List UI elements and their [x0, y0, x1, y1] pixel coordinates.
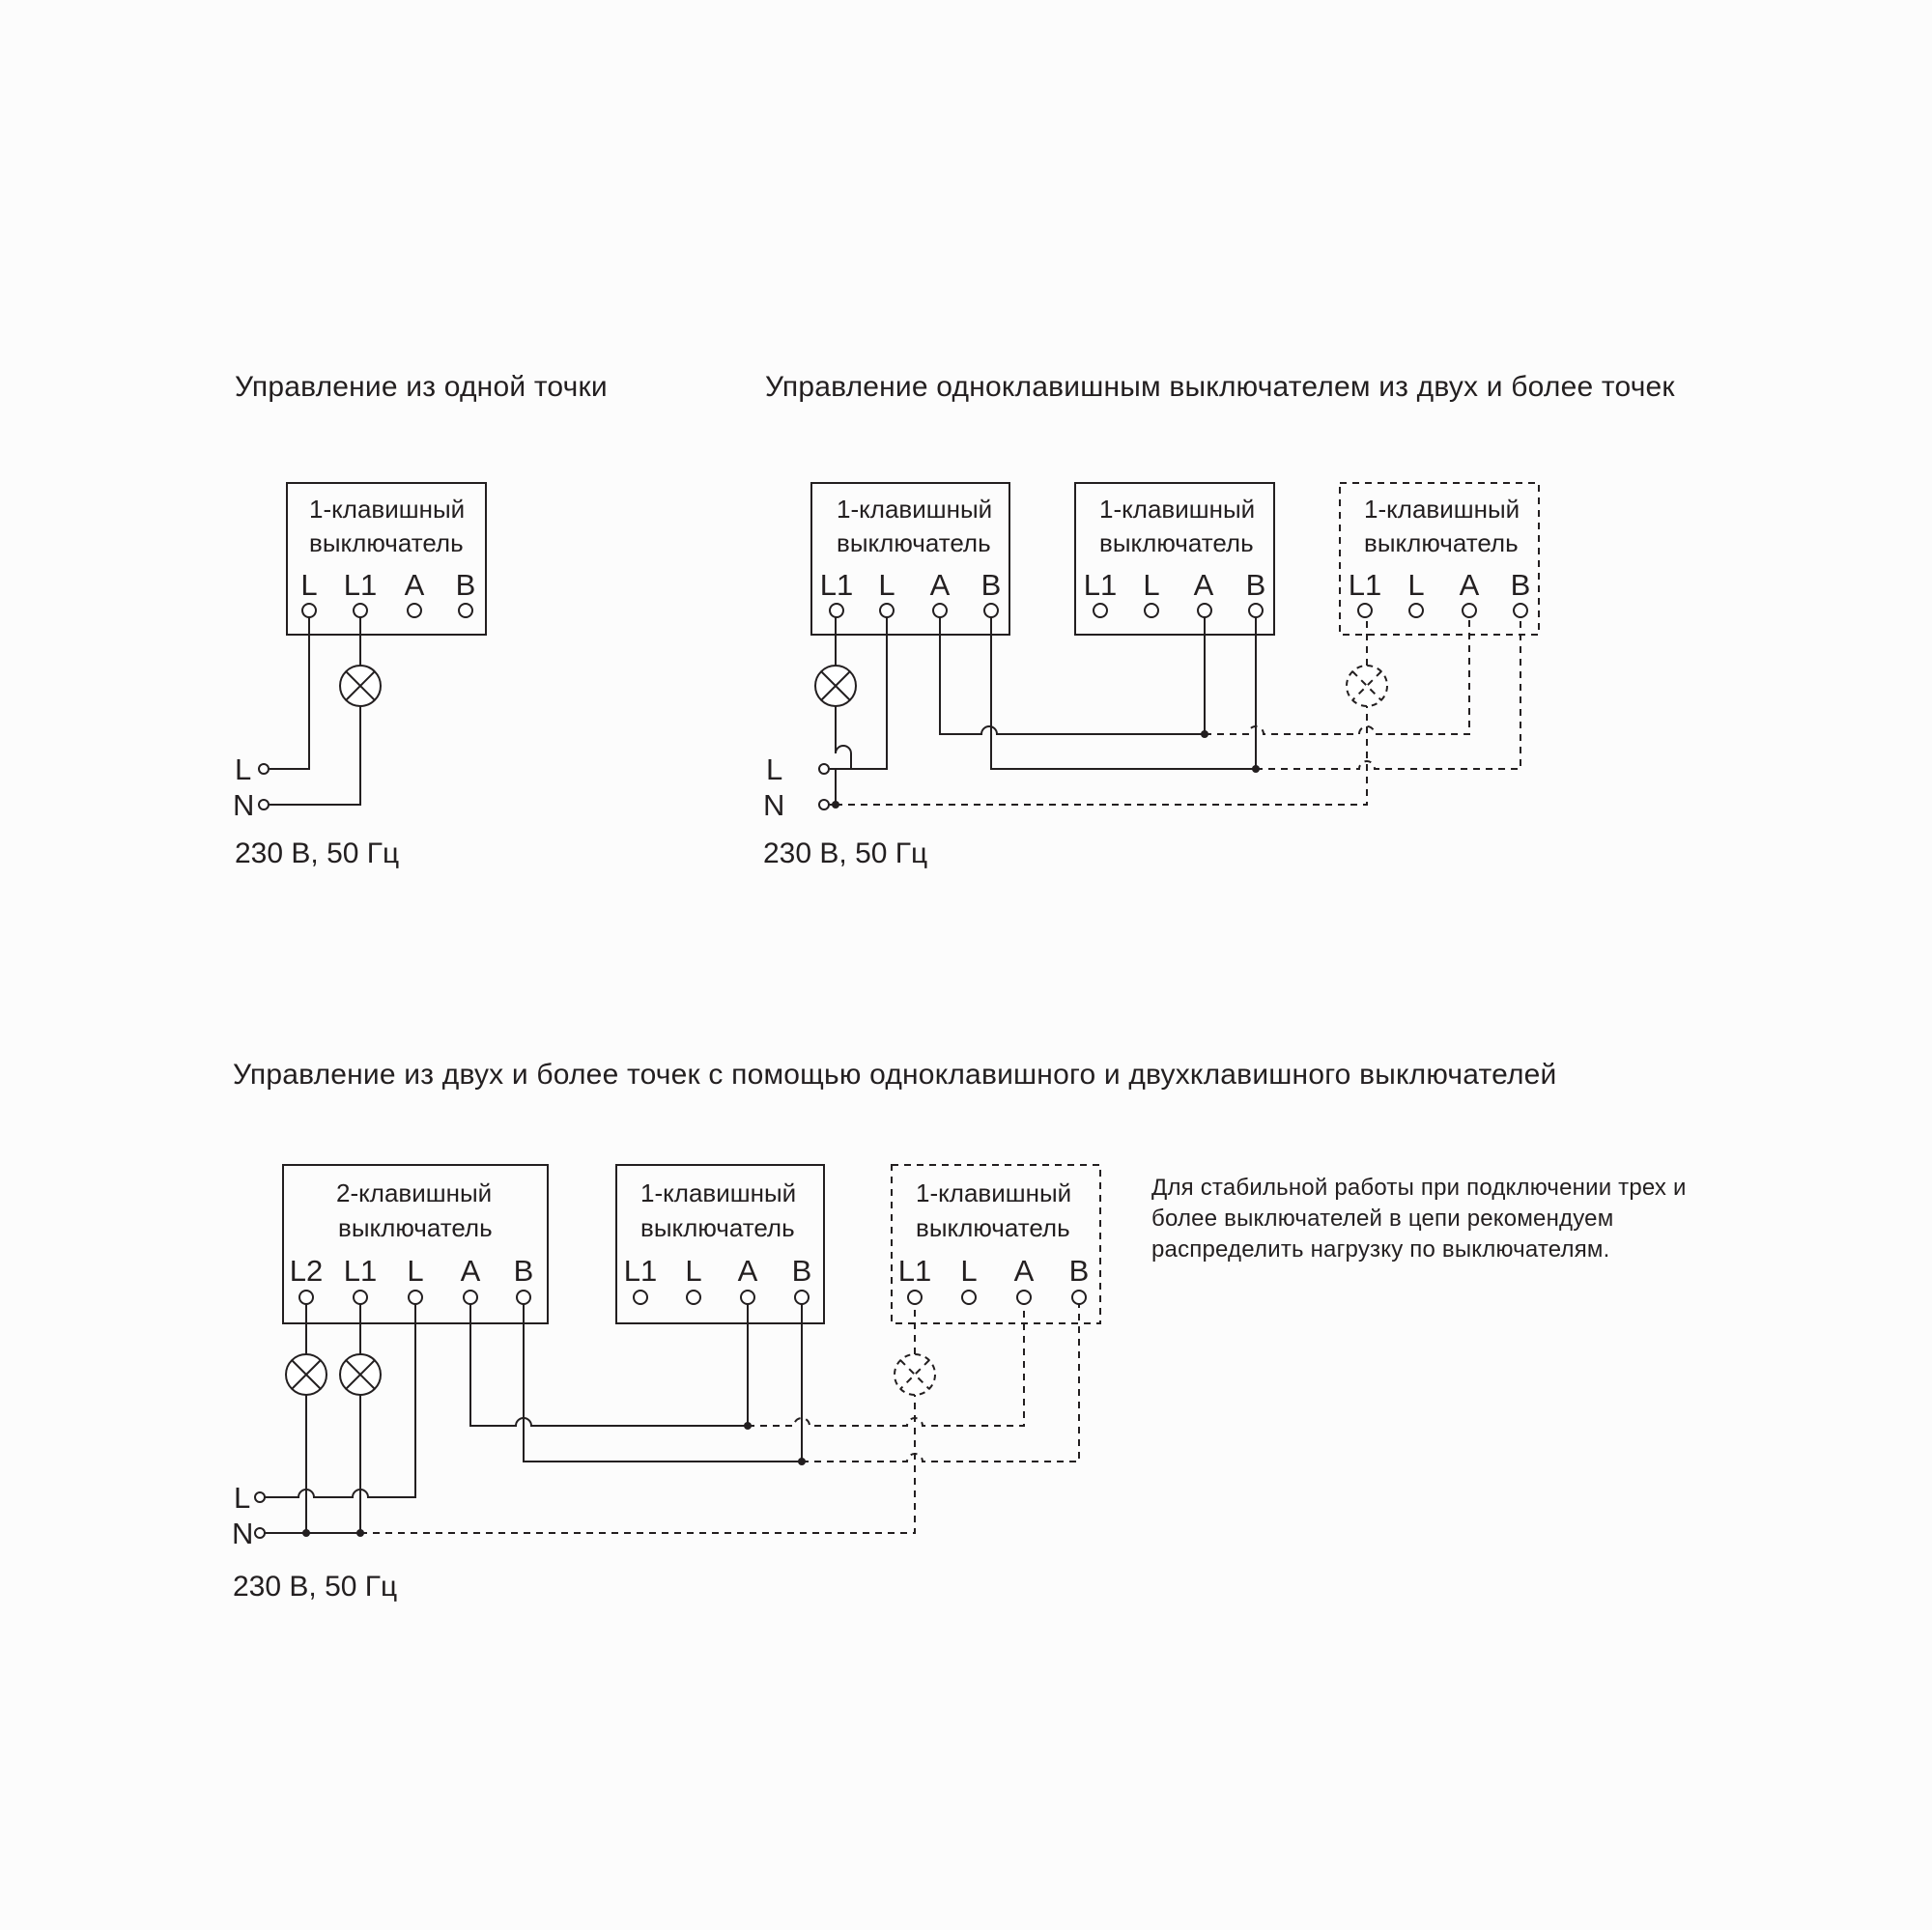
junction-dot: [356, 1529, 364, 1537]
terminal-label: B: [791, 1254, 812, 1288]
switch-name-label: выключатель: [338, 1213, 493, 1242]
supply-l-label: L: [234, 1481, 251, 1515]
terminal-icon: [984, 604, 998, 617]
terminal-label: L1: [343, 568, 378, 602]
terminal-label: L: [960, 1254, 978, 1288]
optional-wire-n: [836, 617, 1367, 805]
terminal-icon: [1198, 604, 1211, 617]
switch-name-label: выключатель: [916, 1213, 1070, 1242]
diagram2-title: Управление одноклавишным выключателем из двух и более точек: [765, 371, 1675, 403]
wire-lamp: [830, 617, 851, 805]
supply-terminal-icon: [819, 800, 829, 809]
junction-dot: [744, 1422, 752, 1430]
terminal-icon: [1017, 1291, 1031, 1304]
junction-dot: [302, 1529, 310, 1537]
diagram1-voltage: 230 В, 50 Гц: [235, 837, 400, 869]
terminal-label: B: [455, 568, 476, 602]
terminal-label: A: [404, 568, 425, 602]
terminal-icon: [830, 604, 843, 617]
terminal-icon: [933, 604, 947, 617]
wire-lamp: [270, 617, 360, 805]
terminal-label: L1: [1083, 568, 1118, 602]
terminal-label: L1: [343, 1254, 378, 1288]
terminal-label: L1: [819, 568, 854, 602]
supply-n-label: N: [763, 788, 785, 822]
switch-name-label: выключатель: [1099, 528, 1254, 557]
terminal-label: A: [737, 1254, 758, 1288]
optional-wire-n: [360, 1304, 915, 1533]
terminal-label: A: [1459, 568, 1480, 602]
terminal-label: B: [980, 568, 1002, 602]
switch-type-label: 1-клавишный: [916, 1178, 1072, 1207]
switch-name-label: выключатель: [640, 1213, 795, 1242]
supply-l-label: L: [766, 752, 783, 786]
junction-dot: [1201, 730, 1208, 738]
lamp-icon: [340, 1354, 381, 1395]
terminal-icon: [741, 1291, 754, 1304]
terminal-label: A: [460, 1254, 481, 1288]
diagram2: [763, 483, 1539, 822]
terminal-icon: [517, 1291, 530, 1304]
switch-type-label: 1-клавишный: [309, 495, 466, 524]
supply-terminal-icon: [819, 764, 829, 774]
terminal-icon: [687, 1291, 700, 1304]
switch-name-label: выключатель: [837, 528, 991, 557]
terminal-label: A: [1013, 1254, 1035, 1288]
terminal-icon: [908, 1291, 922, 1304]
terminal-label: L1: [897, 1254, 932, 1288]
diagram3-title: Управление из двух и более точек с помощью одноклавишного и двухклавишного выключателей: [233, 1059, 1557, 1091]
switch-type-label: 1-клавишный: [1099, 495, 1256, 524]
lamp-icon: [286, 1354, 327, 1395]
diagram2-voltage: 230 В, 50 Гц: [763, 837, 928, 869]
terminal-label: B: [513, 1254, 534, 1288]
junction-dot: [798, 1458, 806, 1465]
switch-type-label: 1-клавишный: [837, 495, 993, 524]
supply-terminal-icon: [259, 800, 269, 809]
terminal-icon: [1409, 604, 1423, 617]
optional-wire-b: [802, 1304, 1079, 1462]
terminal-icon: [464, 1291, 477, 1304]
wire-b: [991, 617, 1256, 769]
terminal-label: B: [1068, 1254, 1090, 1288]
terminal-label: L2: [289, 1254, 324, 1288]
terminal-icon: [1463, 604, 1476, 617]
terminal-icon: [299, 1291, 313, 1304]
wire-l: [270, 617, 309, 769]
terminal-label: L: [685, 1254, 702, 1288]
switch-type-label: 2-клавишный: [336, 1178, 493, 1207]
diagram3-voltage: 230 В, 50 Гц: [233, 1571, 398, 1603]
wire-b: [524, 1304, 802, 1462]
terminal-label: L: [878, 568, 895, 602]
terminal-icon: [302, 604, 316, 617]
lamp-icon: [340, 666, 381, 706]
supply-n-label: N: [232, 1517, 254, 1550]
terminal-icon: [1514, 604, 1527, 617]
wire-a: [470, 1304, 748, 1426]
switch-type-label: 1-клавишный: [1364, 495, 1520, 524]
terminal-icon: [880, 604, 894, 617]
optional-lamp-icon: [895, 1354, 935, 1395]
terminal-icon: [1145, 604, 1158, 617]
switch-name-label: выключатель: [1364, 528, 1519, 557]
wire-l: [265, 1304, 415, 1497]
terminal-icon: [795, 1291, 809, 1304]
diagram1-title: Управление из одной точки: [235, 371, 608, 403]
lamp-icon: [815, 666, 856, 706]
optional-lamp-icon: [1347, 666, 1387, 706]
switch-type-label: 1-клавишный: [640, 1178, 797, 1207]
terminal-label: L: [407, 1254, 424, 1288]
diagram1: [233, 483, 486, 822]
terminal-label: L1: [1348, 568, 1382, 602]
diagram3: [232, 1165, 1100, 1550]
supply-l-label: L: [235, 752, 252, 786]
terminal-icon: [1249, 604, 1263, 617]
terminal-label: B: [1510, 568, 1531, 602]
supply-terminal-icon: [259, 764, 269, 774]
switch-name-label: выключатель: [309, 528, 464, 557]
terminal-icon: [1072, 1291, 1086, 1304]
terminal-label: L: [300, 568, 318, 602]
terminal-label: L1: [623, 1254, 658, 1288]
note-line-3: распределить нагрузку по выключателям.: [1151, 1236, 1610, 1263]
supply-terminal-icon: [255, 1492, 265, 1502]
terminal-icon: [634, 1291, 647, 1304]
note-line-2: более выключателей в цепи рекомендуем: [1151, 1206, 1614, 1232]
terminal-label: A: [1193, 568, 1214, 602]
optional-wire-a: [748, 1304, 1024, 1426]
supply-terminal-icon: [255, 1528, 265, 1538]
terminal-icon: [409, 1291, 422, 1304]
terminal-icon: [1358, 604, 1372, 617]
terminal-icon: [962, 1291, 976, 1304]
junction-dot: [1252, 765, 1260, 773]
supply-n-label: N: [233, 788, 255, 822]
terminal-icon: [459, 604, 472, 617]
note-line-1: Для стабильной работы при подключении трех и: [1151, 1175, 1687, 1201]
optional-wire-b: [1256, 617, 1520, 769]
terminal-label: L: [1143, 568, 1160, 602]
terminal-icon: [408, 604, 421, 617]
junction-dot: [832, 801, 839, 809]
terminal-icon: [354, 604, 367, 617]
terminal-label: B: [1245, 568, 1266, 602]
terminal-icon: [1094, 604, 1107, 617]
terminal-label: L: [1407, 568, 1425, 602]
terminal-icon: [354, 1291, 367, 1304]
terminal-label: A: [929, 568, 951, 602]
